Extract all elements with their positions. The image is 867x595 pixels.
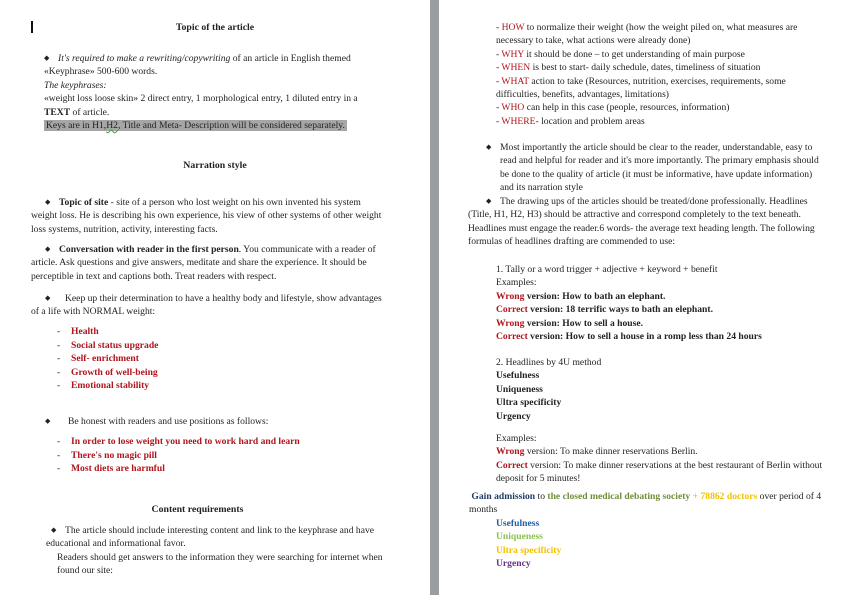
topic-italic: It's required to make a rewriting/copywriting (58, 53, 231, 64)
example-continuation: deposit for 5 minutes! (496, 473, 581, 485)
topic-of-site-text: - site of a person who lost weight on his own invented his system (108, 197, 361, 208)
conversation-line: perceptible in text and captions both. Treat readers with respect. (31, 270, 277, 282)
4u-item-uniqueness: Uniqueness (496, 531, 543, 543)
drawing-paragraph (468, 195, 866, 249)
narration-topic-paragraph (31, 196, 426, 236)
keys-h2-spellcheck: H2 (106, 120, 118, 132)
positions-list (57, 435, 300, 476)
bullet-diamond-icon: ◆ (486, 143, 492, 151)
question-item: - WHEN is best to start- daily schedule, dates, timeliness of situation (496, 62, 761, 74)
advantage-item: - Social status upgrade (57, 339, 159, 351)
topic-of-site-line: loss systems, nutrition, activity, interesting facts. (31, 223, 218, 235)
question-item: - HOW to normalize their weight (how the weight piled on, what measures are (496, 22, 798, 33)
honest-text: Be honest with readers and use positions as follows: (68, 416, 269, 427)
bullet-diamond-icon: ◆ (45, 245, 51, 253)
content-line: The article should include interesting content and link to the keyphrase and have (65, 525, 375, 536)
example-item: Wrong version: To make dinner reservations Berlin. (496, 446, 698, 458)
keep-up-paragraph (31, 292, 426, 319)
bullet-diamond-icon: ◆ (44, 54, 50, 62)
4u-item: Usefulness (496, 370, 540, 382)
4u-item: Ultra specificity (496, 397, 562, 409)
bullet-diamond-icon: ◆ (51, 526, 57, 534)
topic-text: of an article in English themed (230, 53, 351, 64)
examples-label: Examples: (496, 433, 537, 445)
formula-1 (496, 263, 866, 343)
gain-admission-example (469, 490, 866, 517)
question-continuation: necessary to take, what actions were already done) (496, 35, 691, 47)
gain-to: to (535, 491, 548, 502)
keyphrase-line: «weight loss loose skin» 2 direct entry, 1 morphological entry, 1 diluted entry in a (44, 93, 358, 105)
drawing-line: (Title, H1, H2, H3) should be attractive and correspond completely to the text beneath. (468, 209, 801, 221)
drawing-line: Headlines must engage the reader.6 words- the average text heading length. The following (468, 222, 815, 234)
importance-line: and its narration style (500, 182, 583, 194)
keys-pre: Keys are in H1, (46, 120, 107, 132)
advantage-item: - Health (57, 326, 99, 337)
4u-item-urgency: Urgency (496, 558, 531, 570)
example-item: Correct version: How to sell a house in a romp less than 24 hours (496, 331, 762, 343)
question-item: - WHERE- location and problem areas (496, 115, 645, 127)
4u-item-usefulness: Usefulness (496, 518, 540, 529)
question-continuation: difficulties, benefits, advantages, limitations) (496, 89, 670, 101)
gain-months: months (469, 504, 498, 516)
importance-paragraph (486, 141, 866, 195)
honest-paragraph (45, 415, 268, 428)
highlighted-keys-note (44, 120, 347, 131)
topic-of-site-bold: Topic of site (59, 197, 109, 208)
content-line: found our site: (57, 565, 113, 577)
advantage-item: - Emotional stability (57, 380, 150, 391)
example-item: Correct version: To make dinner reservations at the best restaurant of Berlin without (496, 459, 823, 471)
text-rest: of article. (70, 106, 110, 118)
keyphrases-label: The keyphrases: (44, 79, 107, 91)
content-line: educational and informational favor. (46, 538, 186, 550)
question-item: - WHY it should be done – to get understanding of main purpose (496, 48, 745, 60)
heading-topic: Topic of the article (175, 22, 255, 33)
topic-of-site-line: weight loss. He is describing his own experience, his view of other systems of other weight (31, 210, 382, 222)
conversation-bold: Conversation with reader in the first person (59, 244, 239, 255)
example-item: Correct version: 18 terrific ways to bath an elephant. (496, 304, 713, 316)
gain-admission-usefulness: Gain admission (471, 491, 536, 502)
examples-label: Examples: (496, 277, 537, 289)
conversation-paragraph (31, 243, 426, 283)
question-item: - WHO can help in this case (people, resources, information) (496, 102, 730, 114)
bullet-diamond-icon: ◆ (45, 417, 51, 425)
advantage-item: - Self- enrichment (57, 353, 139, 364)
formula-1-title: 1. Tally or a word trigger + adjective + keyword + benefit (496, 264, 718, 275)
topic-paragraph (44, 52, 424, 132)
content-line: Readers should get answers to the information they were searching for internet when (57, 551, 383, 563)
document-page-left (0, 0, 430, 595)
advantages-list (57, 325, 158, 393)
importance-line: be done to the quality of article (it must be informative, have update information) (500, 168, 813, 180)
bullet-diamond-icon: ◆ (486, 197, 492, 205)
formula-2-title: 2. Headlines by 4U method (496, 357, 602, 368)
colored-4u-list (496, 517, 561, 571)
4u-item-specificity: Ultra specificity (496, 544, 562, 556)
text-bold: TEXT (44, 106, 71, 118)
4u-item: Uniqueness (496, 383, 543, 395)
4u-item: Urgency (496, 410, 531, 422)
drawing-line: The drawing ups of the articles should be treated/done professionally. Headlines (500, 196, 808, 207)
importance-line: Most importantly the article should be clear to the reader, understandable, easy to (500, 142, 813, 153)
conversation-text: . You communicate with a reader of (238, 244, 376, 255)
importance-line: read and helpful for reader and it's more importantly. The primary emphasis should (500, 155, 819, 167)
heading-narration: Narration style (183, 160, 247, 171)
advantage-item: - Growth of well-being (57, 366, 158, 378)
question-item: - WHAT action to take (Resources, nutrition, exercises, requirements, some (496, 75, 786, 87)
gain-uniqueness: the closed medical debating society (547, 491, 691, 502)
example-item: Wrong version: How to sell a house. (496, 317, 644, 329)
formula-2 (496, 356, 866, 486)
document-page-right (439, 0, 867, 595)
questions-list (496, 21, 866, 128)
content-paragraph (46, 524, 426, 578)
gain-specificity: + 78862 doctors (690, 491, 758, 502)
keep-up-line: of a life with NORMAL weight: (31, 306, 156, 318)
drawing-line: formulas of headlines drafting are commended to use: (468, 236, 675, 248)
conversation-line: article. Ask questions and give answers, meditate and share the experience. It should be (31, 257, 367, 269)
position-item: - Most diets are harmful (57, 463, 165, 474)
bullet-diamond-icon: ◆ (45, 294, 51, 302)
position-item: - In order to lose weight you need to work hard and learn (57, 436, 300, 447)
topic-words: «Keyphrase» 500-600 words. (44, 66, 158, 78)
page-gutter-divider (430, 0, 439, 595)
keys-post: , Title and Meta- Description will be considered separately. (117, 120, 345, 132)
example-item: Wrong version: How to bath an elephant. (496, 290, 666, 302)
bullet-diamond-icon: ◆ (45, 198, 51, 206)
gain-urgency: over period of 4 (757, 491, 822, 502)
keep-up-line: Keep up their determination to have a healthy body and lifestyle, show advantages (65, 293, 382, 304)
position-item: - There's no magic pill (57, 449, 157, 461)
heading-content-requirements: Content requirements (151, 504, 244, 515)
